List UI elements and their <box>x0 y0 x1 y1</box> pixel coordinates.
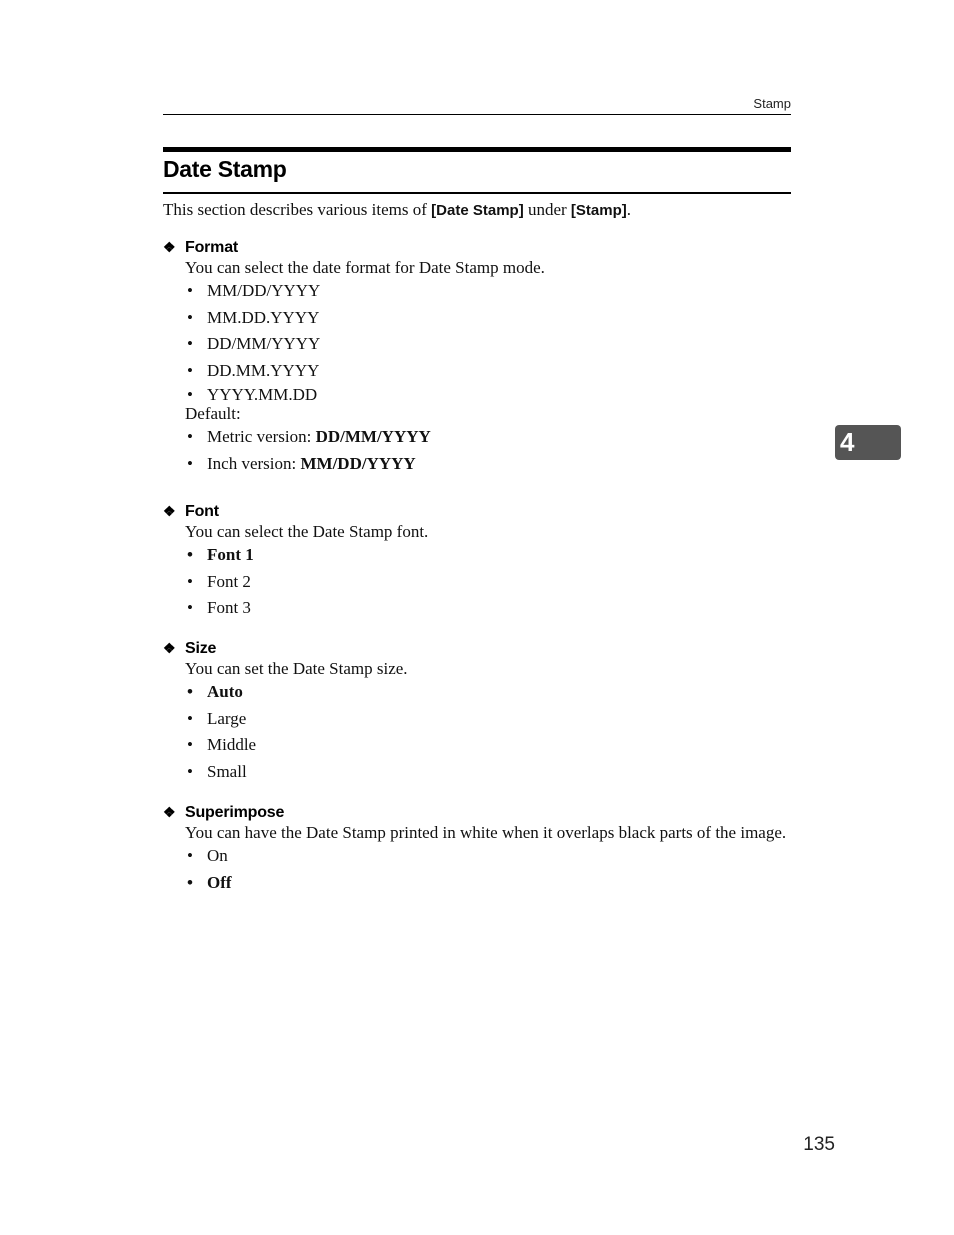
intro-paragraph <box>163 200 631 220</box>
superimpose-options <box>185 843 793 896</box>
list-item: • Small <box>185 759 793 786</box>
title-rule-bottom <box>163 192 791 194</box>
list-item: • Middle <box>185 732 793 759</box>
diamond-bullet-icon: ❖ <box>163 804 176 820</box>
chapter-number: 4 <box>840 427 855 457</box>
intro-suffix: . <box>626 200 631 219</box>
intro-middle: under <box>523 200 571 219</box>
running-header: Stamp <box>753 96 791 111</box>
size-description: You can set the Date Stamp size. <box>185 659 408 678</box>
format-description: You can select the date format for Date Stamp mode. <box>185 258 545 277</box>
title-rule-top <box>163 147 791 152</box>
page-title: Date Stamp <box>163 156 287 182</box>
superimpose-section <box>163 801 793 896</box>
list-item <box>185 424 793 451</box>
default-metric-label: Metric version: <box>207 427 316 446</box>
list-item: • DD.MM.YYYY <box>185 358 793 385</box>
diamond-bullet-icon: ❖ <box>163 503 176 519</box>
list-item: • MM.DD.YYYY <box>185 305 793 332</box>
font-section <box>163 500 793 622</box>
superimpose-description: You can have the Date Stamp printed in white when it overlaps black parts of the image. <box>185 823 787 842</box>
format-heading <box>163 236 793 258</box>
diamond-bullet-icon: ❖ <box>163 640 176 656</box>
diamond-bullet-icon: ❖ <box>163 239 176 255</box>
header-rule <box>163 114 791 115</box>
list-item: • Font 2 <box>185 569 793 596</box>
list-item: • On <box>185 843 793 870</box>
size-heading <box>163 637 793 659</box>
size-options <box>185 679 793 785</box>
format-options <box>185 278 793 404</box>
list-item: • YYYY.MM.DD <box>185 384 793 404</box>
format-heading-text: Format <box>185 239 239 256</box>
superimpose-heading <box>163 801 793 823</box>
list-item <box>185 451 793 478</box>
font-options <box>185 542 793 622</box>
default-inch-value: MM/DD/YYYY <box>300 453 416 473</box>
chapter-tab <box>835 425 901 460</box>
default-metric-value: DD/MM/YYYY <box>315 427 431 446</box>
list-item: • Large <box>185 706 793 733</box>
list-item: • Font 3 <box>185 595 793 622</box>
list-item: • Font 1 <box>185 542 793 569</box>
default-label: Default: <box>185 404 241 423</box>
superimpose-heading-text: Superimpose <box>185 804 285 821</box>
list-item: • Auto <box>185 679 793 706</box>
list-item: • Off <box>185 870 793 897</box>
font-heading-text: Font <box>185 503 219 520</box>
stamp-term: [Stamp] <box>570 202 627 219</box>
default-inch-label: Inch version: <box>207 453 301 473</box>
font-description: You can select the Date Stamp font. <box>185 522 429 541</box>
format-section <box>163 236 793 477</box>
intro-prefix: This section describes various items of <box>163 200 432 219</box>
size-heading-text: Size <box>185 640 217 657</box>
format-defaults <box>185 424 793 477</box>
list-item: • DD/MM/YYYY <box>185 331 793 358</box>
list-item: • MM/DD/YYYY <box>185 278 793 305</box>
font-heading <box>163 500 793 522</box>
page-number: 135 <box>803 1134 835 1155</box>
size-section <box>163 637 793 785</box>
date-stamp-term: [Date Stamp] <box>431 202 524 219</box>
